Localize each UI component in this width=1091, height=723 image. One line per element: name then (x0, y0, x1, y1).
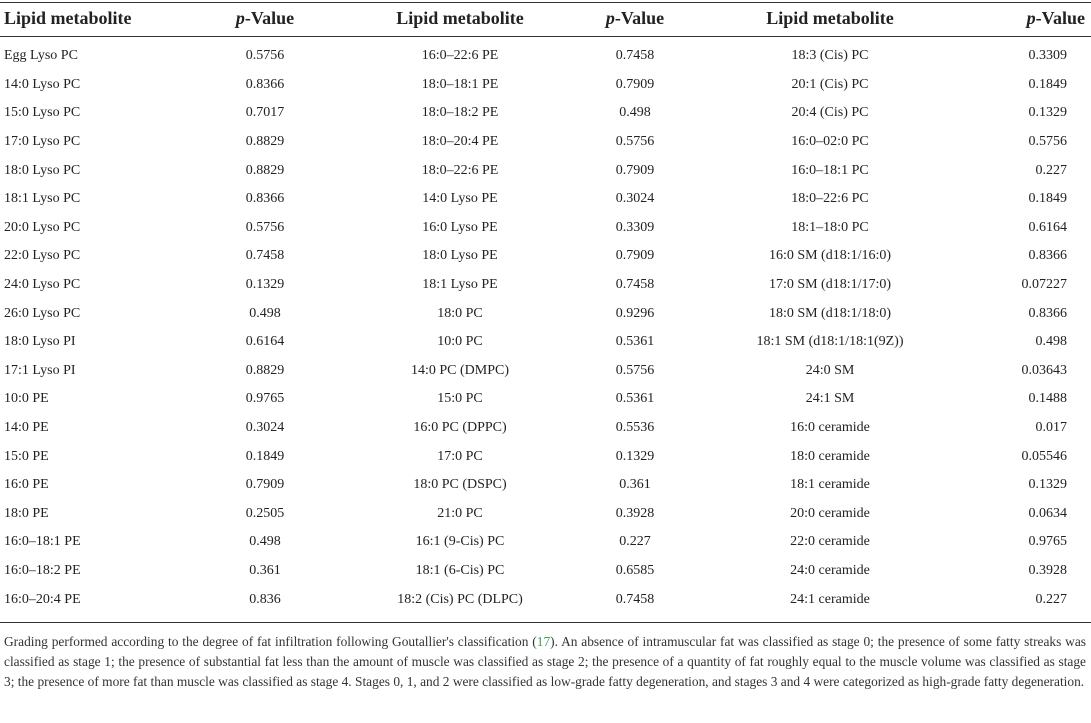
p-value-cell: 0.1488 (1028, 391, 1067, 407)
lipid-name-cell: 18:1 ceramide (790, 477, 870, 493)
lipid-name-cell: 18:0–18:1 PE (421, 76, 499, 92)
lipid-name-cell: 16:0 ceramide (790, 420, 870, 436)
p-value-cell: 0.5361 (615, 391, 655, 407)
lipid-name-cell: 18:3 (Cis) PC (791, 48, 869, 64)
p-value-cell: 0.5756 (615, 134, 655, 150)
table-bottom-rule (0, 622, 1091, 623)
p-value-cell: 0.1329 (615, 448, 655, 464)
lipid-name-cell: 16:0–18:1 PC (791, 162, 869, 178)
lipid-name-cell: 18:1 SM (d18:1/18:1(9Z)) (756, 334, 904, 350)
table-footnote (4, 632, 1086, 692)
p-value-cell: 0.6164 (1028, 219, 1067, 235)
lipid-name-cell: 24:0 ceramide (790, 562, 870, 578)
lipid-name-cell: 18:0 Lyso PI (4, 334, 76, 350)
footnote-text-start: Grading performed according to the degree of fat infiltration following Goutallier's classification ( (4, 634, 537, 649)
lipid-name-cell: 16:1 (9-Cis) PC (415, 534, 505, 550)
lipid-name-cell: 26:0 Lyso PC (4, 305, 81, 321)
lipid-name-cell: 14:0 PE (4, 420, 49, 436)
p-value-cell: 0.361 (249, 562, 281, 578)
lipid-name-cell: 16:0 PE (4, 477, 49, 493)
lipid-name-cell: 16:0–18:1 PE (4, 534, 81, 550)
table-row (0, 71, 1091, 100)
p-value-cell: 0.5756 (1028, 134, 1067, 150)
p-value-cell: 0.7458 (245, 248, 285, 264)
lipid-name-cell: 14:0 PC (DMPC) (410, 362, 510, 378)
table-row (0, 585, 1091, 614)
p-value-cell: 0.05546 (1021, 448, 1067, 464)
table-row (0, 557, 1091, 586)
table-row (0, 271, 1091, 300)
p-value-cell: 0.7458 (615, 277, 655, 293)
lipid-name-cell: 18:1 (6-Cis) PC (415, 562, 505, 578)
lipid-name-cell: 18:0 Lyso PC (4, 162, 81, 178)
header-lipid-metabolite-3: Lipid metabolite (766, 7, 894, 28)
lipid-name-cell: 15:0 PC (437, 391, 483, 407)
p-value-cell: 0.3309 (1028, 48, 1067, 64)
p-value-cell: 0.7909 (615, 76, 655, 92)
lipid-name-cell: 24:0 SM (805, 362, 855, 378)
p-value-cell: 0.5756 (615, 362, 655, 378)
lipid-name-cell: 16:0–02:0 PC (791, 134, 869, 150)
p-value-cell: 0.8366 (245, 191, 285, 207)
table-row (0, 242, 1091, 271)
table-body (0, 36, 1091, 614)
lipid-name-cell: 20:1 (Cis) PC (791, 76, 869, 92)
p-value-cell: 0.498 (619, 105, 651, 121)
p-value-cell: 0.6585 (615, 562, 655, 578)
table-row (0, 214, 1091, 243)
table-header-row (0, 0, 1091, 36)
p-value-cell: 0.0634 (1028, 505, 1067, 521)
lipid-name-cell: 18:1–18:0 PC (791, 219, 869, 235)
lipid-name-cell: 18:2 (Cis) PC (DLPC) (397, 591, 523, 607)
lipid-name-cell: 18:0 PE (4, 505, 49, 521)
p-value-cell: 0.8366 (245, 76, 285, 92)
p-value-cell: 0.2505 (245, 505, 285, 521)
lipid-name-cell: 16:0 PC (DPPC) (413, 420, 507, 436)
p-value-cell: 0.8829 (245, 162, 285, 178)
p-value-cell: 0.7909 (245, 477, 285, 493)
p-value-cell: 0.227 (619, 534, 651, 550)
lipid-name-cell: 14:0 Lyso PC (4, 76, 81, 92)
p-value-cell: 0.1849 (1028, 76, 1067, 92)
lipid-name-cell: 16:0 Lyso PE (422, 219, 498, 235)
p-value-cell: 0.8366 (1028, 248, 1067, 264)
table-row (0, 36, 1091, 71)
lipid-name-cell: 20:0 Lyso PC (4, 219, 81, 235)
header-lipid-metabolite-2: Lipid metabolite (396, 7, 524, 28)
table-row (0, 299, 1091, 328)
p-value-cell: 0.9296 (615, 305, 655, 321)
p-value-cell: 0.9765 (245, 391, 285, 407)
lipid-name-cell: 16:0–20:4 PE (4, 591, 81, 607)
table-row (0, 357, 1091, 386)
p-value-cell: 0.227 (1035, 162, 1067, 178)
p-value-cell: 0.9765 (1028, 534, 1067, 550)
reference-link-17[interactable]: 17 (536, 634, 551, 649)
table-row (0, 442, 1091, 471)
lipid-name-cell: 17:1 Lyso PI (4, 362, 76, 378)
lipid-name-cell: 17:0 SM (d18:1/17:0) (768, 277, 892, 293)
p-value-cell: 0.03643 (1021, 362, 1067, 378)
lipid-name-cell: 17:0 PC (437, 448, 483, 464)
p-value-cell: 0.5361 (615, 334, 655, 350)
p-value-cell: 0.1329 (1028, 105, 1067, 121)
lipid-name-cell: 17:0 Lyso PC (4, 134, 81, 150)
p-value-cell: 0.6164 (245, 334, 285, 350)
lipid-name-cell: 20:4 (Cis) PC (791, 105, 869, 121)
header-p-value-1: p-Value (235, 7, 295, 28)
p-value-cell: 0.498 (1035, 334, 1067, 350)
header-lipid-metabolite-1: Lipid metabolite (4, 7, 132, 28)
lipid-name-cell: 18:0 Lyso PE (422, 248, 498, 264)
p-value-cell: 0.1849 (245, 448, 285, 464)
table-row (0, 156, 1091, 185)
lipid-name-cell: 18:1 Lyso PC (4, 191, 81, 207)
p-value-cell: 0.1329 (1028, 477, 1067, 493)
lipid-name-cell: 15:0 Lyso PC (4, 105, 81, 121)
p-value-cell: 0.7909 (615, 162, 655, 178)
p-value-cell: 0.3928 (615, 505, 655, 521)
lipid-name-cell: 20:0 ceramide (790, 505, 870, 521)
p-value-cell: 0.3024 (615, 191, 655, 207)
p-value-cell: 0.3928 (1028, 562, 1067, 578)
lipid-name-cell: 18:0–22:6 PE (421, 162, 499, 178)
p-value-cell: 0.1849 (1028, 191, 1067, 207)
lipid-name-cell: 24:0 Lyso PC (4, 277, 81, 293)
p-value-cell: 0.07227 (1021, 277, 1067, 293)
lipid-name-cell: 18:0–18:2 PE (421, 105, 499, 121)
header-p-value-3: p-Value (1026, 7, 1085, 28)
lipid-name-cell: 16:0 SM (d18:1/16:0) (768, 248, 892, 264)
table-row (0, 414, 1091, 443)
p-value-cell: 0.3024 (245, 420, 285, 436)
lipid-name-cell: 21:0 PC (437, 505, 483, 521)
p-value-cell: 0.7458 (615, 591, 655, 607)
p-value-cell: 0.498 (249, 534, 281, 550)
lipid-name-cell: 18:0 SM (d18:1/18:0) (768, 305, 892, 321)
p-value-cell: 0.7458 (615, 48, 655, 64)
p-value-cell: 0.8366 (1028, 305, 1067, 321)
header-p-value-2: p-Value (605, 7, 665, 28)
table-row (0, 128, 1091, 157)
lipid-name-cell: 16:0–22:6 PE (421, 48, 499, 64)
p-value-cell: 0.5536 (615, 420, 655, 436)
table-row (0, 500, 1091, 529)
lipid-name-cell: 18:0 PC (DSPC) (413, 477, 507, 493)
table-row (0, 185, 1091, 214)
table-row (0, 471, 1091, 500)
table-row (0, 99, 1091, 128)
lipid-name-cell: 18:0 ceramide (790, 448, 870, 464)
table-row (0, 528, 1091, 557)
lipid-name-cell: 22:0 ceramide (790, 534, 870, 550)
lipid-name-cell: 22:0 Lyso PC (4, 248, 81, 264)
lipid-name-cell: 24:1 SM (805, 391, 855, 407)
table-row (0, 385, 1091, 414)
p-value-cell: 0.5756 (245, 219, 285, 235)
lipid-name-cell: 16:0–18:2 PE (4, 562, 81, 578)
lipid-name-cell: 18:0 PC (437, 305, 483, 321)
p-value-cell: 0.498 (249, 305, 281, 321)
lipid-name-cell: 18:0–22:6 PC (791, 191, 869, 207)
p-value-cell: 0.227 (1035, 591, 1067, 607)
p-value-cell: 0.7017 (245, 105, 285, 121)
p-value-cell: 0.361 (619, 477, 651, 493)
lipid-name-cell: 10:0 PE (4, 391, 49, 407)
lipid-name-cell: 10:0 PC (437, 334, 483, 350)
p-value-cell: 0.3309 (615, 219, 655, 235)
lipid-name-cell: 18:1 Lyso PE (422, 277, 498, 293)
p-value-cell: 0.8829 (245, 134, 285, 150)
p-value-cell: 0.5756 (245, 48, 285, 64)
p-value-cell: 0.1329 (245, 277, 285, 293)
table-row (0, 328, 1091, 357)
lipid-name-cell: 14:0 Lyso PE (422, 191, 498, 207)
footnote-text-end: ). An absence of intramuscular fat was classified as stage 0; the presence of some fatty streaks was classified as stage 1; the presence of substantial fat less than the amount of muscle was classified as stage 2; the presence of a quantity of fat roughly equal to the muscle volume was classified as stage 3; the presence of more fat than muscle was classified as stage 4. Stages 0, 1, and 2 were classified as low-grade fatty degeneration, and stages 3 and 4 were categorized as high-grade fatty degeneration. (4, 634, 1086, 689)
p-value-cell: 0.017 (1035, 420, 1067, 436)
p-value-cell: 0.8829 (245, 362, 285, 378)
lipid-name-cell: 18:0–20:4 PE (421, 134, 499, 150)
p-value-cell: 0.7909 (615, 248, 655, 264)
p-value-cell: 0.836 (249, 591, 281, 607)
lipid-name-cell: 15:0 PE (4, 448, 49, 464)
lipid-name-cell: Egg Lyso PC (4, 48, 78, 64)
lipid-name-cell: 24:1 ceramide (790, 591, 870, 607)
